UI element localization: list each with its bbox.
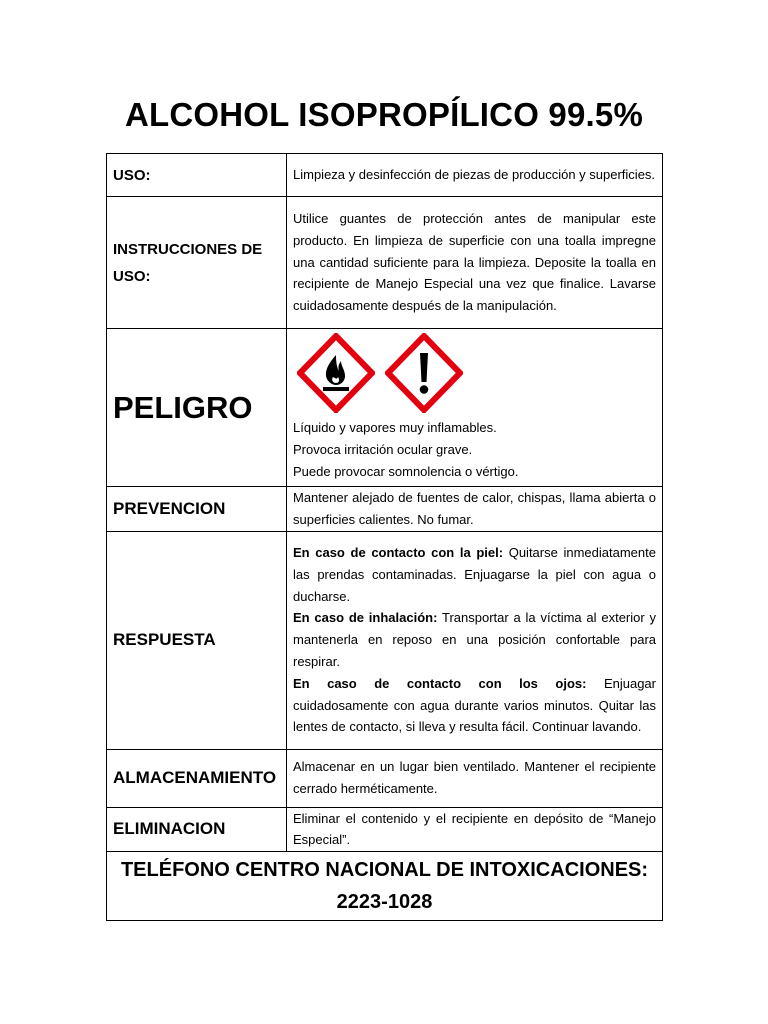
- label-instrucciones: INSTRUCCIONES DE USO:: [107, 197, 287, 329]
- safety-table: [106, 153, 663, 921]
- respuesta-heading: En caso de contacto con la piel:: [293, 545, 504, 560]
- phone-label: TELÉFONO CENTRO NACIONAL DE INTOXICACIONES:: [120, 859, 649, 882]
- row-telefono: [107, 852, 663, 921]
- respuesta-item: [293, 607, 656, 672]
- label-eliminacion: ELIMINACION: [107, 807, 287, 852]
- label-almacenamiento: ALMACENAMIENTO: [107, 749, 287, 807]
- text-uso: Limpieza y desinfección de piezas de producción y superficies.: [287, 154, 663, 197]
- respuesta-item: [293, 673, 656, 738]
- flame-pictogram-icon: [297, 333, 375, 413]
- hazard-line: Provoca irritación ocular grave.: [293, 441, 473, 457]
- respuesta-heading: En caso de contacto con los ojos:: [293, 675, 587, 691]
- row-peligro: [107, 329, 663, 487]
- respuesta-text: Enjuagar cuidadosamente con agua durante varios minutos. Quitar las lentes de contacto, si lleva y resulta fácil. Continuar lavando.: [293, 675, 656, 735]
- label-uso: USO:: [107, 154, 287, 197]
- peligro-content: [287, 329, 663, 487]
- phone-block: [107, 852, 663, 921]
- ghs-pictograms: [293, 329, 656, 413]
- exclamation-pictogram-icon: [385, 333, 463, 413]
- row-prevencion: [107, 487, 663, 532]
- hazard-line: Líquido y vapores muy inflamables.: [293, 420, 497, 435]
- label-peligro: PELIGRO: [107, 329, 287, 487]
- row-instrucciones: [107, 197, 663, 329]
- text-prevencion: Mantener alejado de fuentes de calor, chispas, llama abierta o superficies calientes. No fumar.: [287, 487, 663, 532]
- hazard-statements: [293, 417, 656, 482]
- row-eliminacion: [107, 807, 663, 852]
- page-title: ALCOHOL ISOPROPÍLICO 99.5%: [124, 96, 644, 133]
- hazard-line: Puede provocar somnolencia o vértigo.: [293, 463, 519, 479]
- respuesta-text: Transportar a la víctima al exterior y mantenerla en reposo en una posición confortable para respirar.: [293, 610, 656, 669]
- text-instrucciones: Utilice guantes de protección antes de manipular este producto. En limpieza de superficie con una toalla impregne una cantidad suficiente para la limpieza. Deposite la toalla en recipiente de Manejo Especial una vez que finalice. Lavarse cuidadosamente después de la manipulación.: [287, 197, 663, 329]
- row-respuesta: [107, 531, 663, 749]
- label-prevencion: PREVENCION: [107, 487, 287, 532]
- respuesta-content: [287, 531, 663, 749]
- respuesta-text: Quitarse inmediatamente las prendas contaminadas. Enjuagarse la piel con agua o ducharse.: [293, 545, 656, 604]
- text-eliminacion: Eliminar el contenido y el recipiente en depósito de “Manejo Especial”.: [287, 807, 663, 852]
- respuesta-item: [293, 542, 656, 607]
- row-almacenamiento: [107, 749, 663, 807]
- label-respuesta: RESPUESTA: [107, 531, 287, 749]
- text-almacenamiento: Almacenar en un lugar bien ventilado. Mantener el recipiente cerrado herméticamente.: [287, 749, 663, 807]
- row-uso: [107, 154, 663, 197]
- respuesta-heading: En caso de inhalación:: [293, 610, 438, 626]
- phone-number: 2223-1028: [336, 891, 433, 914]
